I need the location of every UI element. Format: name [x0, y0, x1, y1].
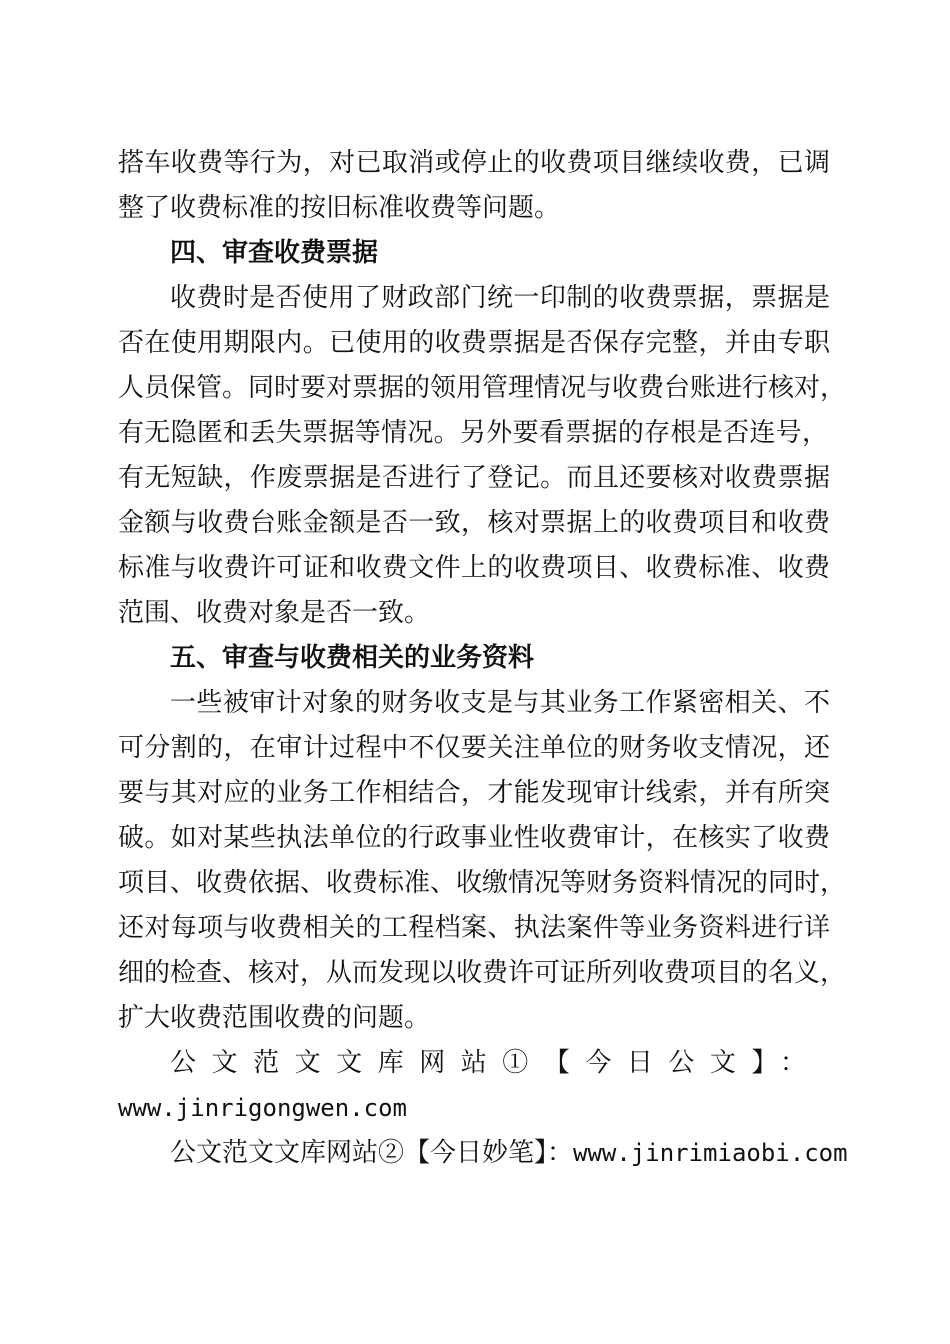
footer-site2: [170, 1136, 848, 1170]
footer-site1-url[interactable]: www.jinrigongwen.com: [118, 1094, 407, 1122]
footer-site2-label: 公文范文文库网站②【今日妙笔】：: [170, 1138, 574, 1168]
footer-site2-url[interactable]: www.jinrimiaobi.com: [573, 1139, 848, 1167]
paragraph-line: 有无隐匿和丢失票据等情况。另外要看票据的存根是否连号，: [118, 418, 828, 448]
paragraph-line: 否在使用期限内。已使用的收费票据是否保存完整，并由专职: [118, 328, 830, 358]
paragraph-line: 可分割的，在审计过程中不仅要关注单位的财务收支情况，还: [118, 733, 830, 763]
paragraph-line: 金额与收费台账金额是否一致，核对票据上的收费项目和收费: [118, 508, 830, 538]
paragraph-line: 要与其对应的业务工作相结合，才能发现审计线索，并有所突: [118, 778, 830, 808]
paragraph-line: 人员保管。同时要对票据的领用管理情况与收费台账进行核对，: [118, 373, 847, 403]
paragraph-line: 收费时是否使用了财政部门统一印制的收费票据，票据是: [170, 283, 830, 313]
paragraph-line: 有无短缺，作废票据是否进行了登记。而且还要核对收费票据: [118, 463, 830, 493]
section-heading-4: 四、审查收费票据: [170, 238, 379, 268]
paragraph-line: 整了收费标准的按旧标准收费等问题。: [118, 193, 561, 223]
paragraph-line: 破。如对某些执法单位的行政事业性收费审计，在核实了收费: [118, 823, 830, 853]
paragraph-line: 范围、收费对象是否一致。: [118, 598, 431, 628]
paragraph-line: 还对每项与收费相关的工程档案、执法案件等业务资料进行详: [118, 913, 830, 943]
paragraph-line: 一些被审计对象的财务收支是与其业务工作紧密相关、不: [170, 688, 830, 718]
section-heading-5: 五、审查与收费相关的业务资料: [170, 643, 535, 673]
footer-site1-label: 公文范文文库网站①【今日公文】：: [170, 1048, 806, 1078]
paragraph-line: 项目、收费依据、收费标准、收缴情况等财务资料情况的同时，: [118, 868, 847, 898]
paragraph-line: 扩大收费范围收费的问题。: [118, 1003, 431, 1033]
paragraph-line: 标准与收费许可证和收费文件上的收费项目、收费标准、收费: [118, 553, 830, 583]
paragraph-line: 细的检查、核对，从而发现以收费许可证所列收费项目的名义，: [118, 958, 847, 988]
paragraph-line: 搭车收费等行为，对已取消或停止的收费项目继续收费，已调: [118, 148, 830, 178]
